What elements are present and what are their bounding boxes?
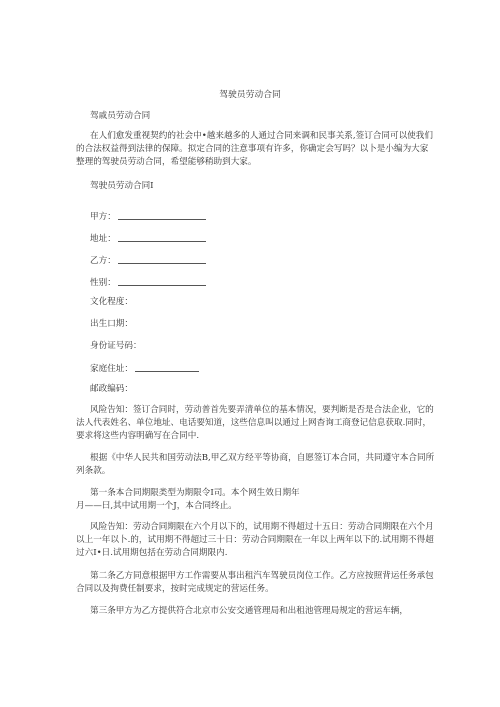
home-address-blank [135, 362, 199, 372]
postal-code-label: 邮政编码： [90, 384, 133, 394]
article-2-paragraph: 第二条乙方同意根据甲方工作需要从事出租汽车驾驶员岗位工作。乙方应按照背运任务承包合同以及拘费任制要求，按时完成规定的营运任务。 [76, 571, 434, 594]
address-blank [118, 232, 206, 242]
document-title: 驾驶员劳动合同 [219, 90, 281, 100]
section-heading: 驾驶员劳动合同I [90, 181, 154, 191]
party-b-field [90, 254, 206, 267]
home-address-field [90, 362, 199, 375]
risk-notice-2: 风险告知：劳动合同期限在六个月以下的，试用期不得超过十五日：劳动合同期限在六个月以上一年以卜.的，试用期不得超过三十日：劳动合同期限在一年以上两年以下的.试用期不得超过六I•日.试用期包括在劳动合同期限内. [76, 522, 434, 558]
home-address-label: 家庭住址： [90, 364, 133, 374]
legal-basis-paragraph: 根据《中华人民共和国劳动法B,甲乙双方经平等协商，自愿签订本合同，共同遵守本合同所列条款。 [76, 453, 435, 476]
party-b-label: 乙方： [90, 256, 116, 266]
party-b-blank [118, 254, 206, 264]
party-a-field [90, 210, 206, 223]
id-number-label: 身份证号码： [90, 341, 142, 351]
article-3-paragraph: 第三条甲方为乙方提供符合北京市公安交通管理局和出租池管理局规定的营运车辆， [90, 606, 408, 616]
birth-date-label: 出生口期： [90, 319, 133, 329]
gender-field [90, 276, 206, 289]
document-subtitle: 驾戚员劳动合同 [90, 111, 151, 121]
gender-blank [118, 276, 206, 286]
article-1-line-1: 第一条本合同期限类型为期限令I司。本个网生效日期年 [90, 488, 300, 498]
party-a-blank [118, 210, 206, 220]
party-a-label: 甲方： [90, 212, 116, 222]
gender-label: 性别： [90, 278, 116, 288]
risk-notice-1: 风险告知：签订合同时，劳动普首先要弄清单位的基本情况，要判断是否是合法企业，它的法人代表姓名、单位地址、电话要知道，这些信息叫以通过上网杳询工商登记信息获取.同时，要求将这些内容明确写在合同中. [76, 405, 434, 441]
education-label: 文化程度： [90, 297, 133, 307]
intro-paragraph: 在人们愈发重视契约的社会中•越来越多的人通过合同来调和民事关系,签订合同可以使我们的合法权益得到法律的保障。拟定合同的注意事项有许多，你确定会写吗？以卜是小编为大家整理的驾驶员劳动合同，希望能够稍助到大家。 [76, 131, 433, 167]
article-1-line-2: 月——曰,其中试用期一个J，本合同终止。 [76, 501, 237, 511]
address-field [90, 232, 206, 245]
address-label: 地址： [90, 234, 116, 244]
